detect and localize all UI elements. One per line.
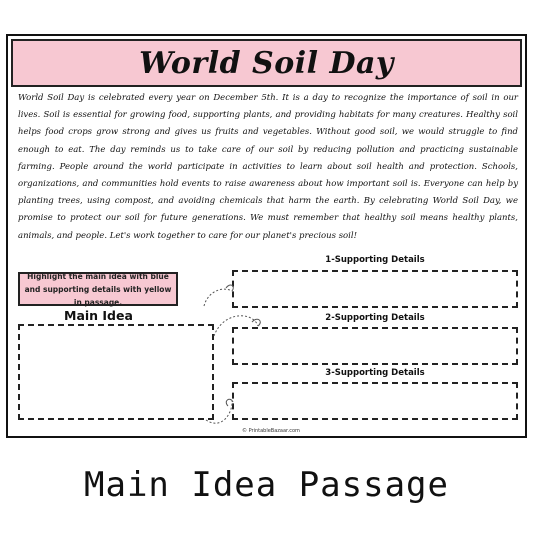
footer-title: Main Idea Passage [84, 465, 449, 505]
worksheet [6, 34, 527, 438]
credit-text: © PrintableBazaar.com [242, 428, 300, 434]
title-banner [11, 39, 522, 87]
connector-to-detail-1 [204, 289, 232, 306]
worksheet-title: World Soil Day [139, 45, 394, 81]
supporting-detail-3-answer-box[interactable] [232, 382, 518, 420]
supporting-detail-2-label: 2-Supporting Details [325, 313, 425, 323]
instruction-box [18, 272, 178, 306]
main-idea-label: Main Idea [64, 308, 133, 323]
supporting-detail-2-answer-box[interactable] [232, 327, 518, 365]
supporting-detail-1-answer-box[interactable] [232, 270, 518, 308]
main-idea-answer-box[interactable] [18, 324, 214, 420]
reading-passage: World Soil Day is celebrated every year on December 5th. It is a day to recognize the importance of soil in our lives. Soil is essential for growing food, supporting plants, and providing habitats for many creatures. Healthy soil helps food crops grow strong and gives us fruits and vegetables. Without good soil, we would struggle to find enough to eat. The day reminds us to take care of our soil by reducing pollution and practicing sustainable farming. People around the world participate in activities to learn about soil health and protection. Schools, organizations, and communities hold events to raise awareness about how important soil is. Everyone can help by planting trees, using compost, and avoiding chemicals that harm the earth. By celebrating World Soil Day, we promise to protect our soil for future generations. We must remember that healthy soil means healthy plants, animals, and people. Let's work together to care for our planet's precious soil! [18, 93, 518, 241]
instruction-text: Highlight the main idea with blue and supporting details with yellow in passage. [24, 271, 172, 307]
supporting-detail-1-label: 1-Supporting Details [325, 255, 425, 265]
supporting-detail-3-label: 3-Supporting Details [325, 368, 425, 378]
